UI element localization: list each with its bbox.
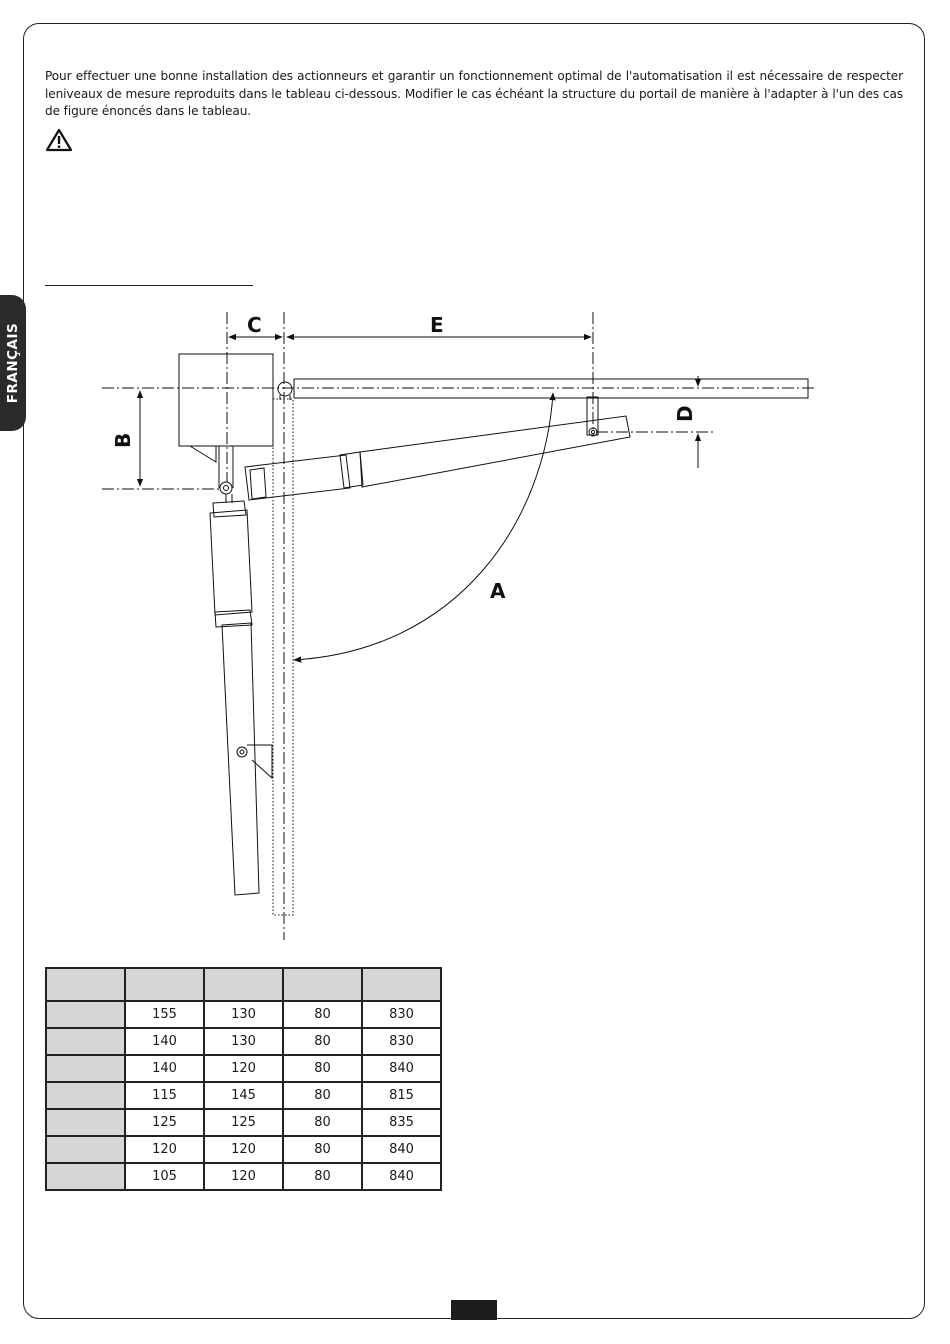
table-cell: 140 [125, 1028, 204, 1055]
table-cell: 115 [125, 1082, 204, 1109]
table-row [46, 1001, 441, 1028]
table-row-label [46, 1028, 125, 1055]
gate-open [273, 399, 293, 915]
label-a: A [490, 579, 506, 603]
label-e: E [430, 313, 444, 337]
table-cell: 120 [204, 1163, 283, 1190]
table-cell: 830 [362, 1028, 441, 1055]
table-cell: 120 [204, 1055, 283, 1082]
table-row-label [46, 1055, 125, 1082]
table-row [46, 1082, 441, 1109]
hinge [278, 382, 292, 396]
table-cell: 830 [362, 1001, 441, 1028]
table-cell: 80 [283, 1163, 362, 1190]
language-tab-label: FRANÇAIS [5, 322, 21, 404]
table-cell: 835 [362, 1109, 441, 1136]
table-row [46, 1163, 441, 1190]
table-cell: 80 [283, 1082, 362, 1109]
table-header-cell [204, 968, 283, 1001]
table-row-label [46, 1163, 125, 1190]
table-cell: 840 [362, 1136, 441, 1163]
pillar-bracket [190, 446, 216, 462]
warning-triangle-icon [45, 128, 73, 152]
table-row [46, 1028, 441, 1055]
dimensions-table [45, 967, 442, 1191]
installation-diagram [0, 300, 950, 950]
table-header-cell [46, 968, 125, 1001]
table-cell: 130 [204, 1028, 283, 1055]
table-header-cell [283, 968, 362, 1001]
table-cell: 125 [125, 1109, 204, 1136]
table-header-cell [125, 968, 204, 1001]
table-cell: 120 [125, 1136, 204, 1163]
table-header-cell [362, 968, 441, 1001]
table-cell: 120 [204, 1136, 283, 1163]
table-row [46, 1109, 441, 1136]
table-cell: 840 [362, 1055, 441, 1082]
table-cell: 130 [204, 1001, 283, 1028]
label-b: B [111, 432, 135, 448]
table-cell: 840 [362, 1163, 441, 1190]
table-cell: 80 [283, 1001, 362, 1028]
table-cell: 155 [125, 1001, 204, 1028]
actuator-retracted [210, 494, 272, 895]
table-cell: 105 [125, 1163, 204, 1190]
table-cell: 80 [283, 1136, 362, 1163]
actuator-extended [220, 397, 630, 500]
reference-lines [102, 312, 815, 940]
intro-paragraph: Pour effectuer une bonne installation des actionneurs et garantir un fonctionnement optimal de l'automatisation il est nécessaire de respecter leniveaux de mesure reproduits dans le tableau ci-dessous. Modifier le cas échéant la structure du portail de manière à l'adapter à l'un des cas de figure énoncés dans le tableau. [45, 69, 903, 119]
table-row-label [46, 1136, 125, 1163]
table-cell: 80 [283, 1109, 362, 1136]
table-cell: 80 [283, 1055, 362, 1082]
opening-angle-arc [294, 393, 553, 660]
table-cell: 140 [125, 1055, 204, 1082]
table-row [46, 1055, 441, 1082]
table-row-label [46, 1082, 125, 1109]
table-row-label [46, 1001, 125, 1028]
table-cell: 145 [204, 1082, 283, 1109]
pillar [179, 354, 273, 446]
table-row [46, 1136, 441, 1163]
table-cell: 125 [204, 1109, 283, 1136]
label-c: C [247, 313, 262, 337]
section-rule [45, 285, 253, 286]
page-number-tab [451, 1300, 497, 1320]
table-header-row [46, 968, 441, 1001]
table-cell: 80 [283, 1028, 362, 1055]
table-cell: 815 [362, 1082, 441, 1109]
label-d: D [673, 405, 697, 422]
table-row-label [46, 1109, 125, 1136]
